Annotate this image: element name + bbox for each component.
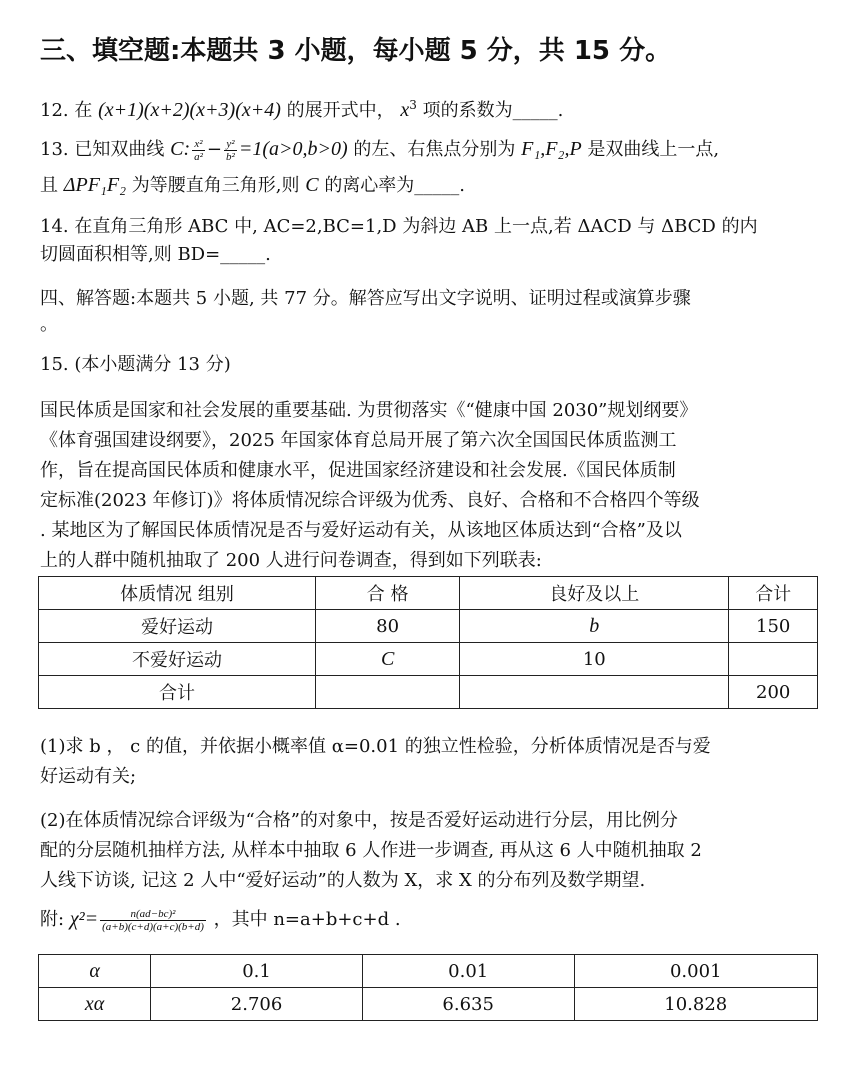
table-header-cell: 良好及以上 xyxy=(460,577,729,610)
table-cell: 10 xyxy=(460,643,729,676)
table-cell: 6.635 xyxy=(362,988,574,1021)
table-cell: 150 xyxy=(729,610,818,643)
table-cell: 200 xyxy=(729,676,818,709)
table-row xyxy=(39,643,818,676)
q15-para-line: 上的人群中随机抽取了 200 人进行问卷调查，得到如下列联表: xyxy=(40,550,542,571)
q13-fraction-x xyxy=(192,138,205,163)
q15-part1-line: 好运动有关; xyxy=(40,766,137,787)
table-cell: xα xyxy=(39,988,151,1021)
q13-foci: F₁,F₂,P xyxy=(521,138,582,160)
q13-curve: C: xyxy=(170,138,191,160)
table-cell: 0.001 xyxy=(574,955,818,988)
q13-triangle: ΔPF₁F₂ xyxy=(63,174,127,196)
table-cell: 合计 xyxy=(39,676,316,709)
table-cell xyxy=(460,676,729,709)
chi-frac-num: n(ad−bc)² xyxy=(100,908,206,921)
q13-line2-post: 的离心率为_____. xyxy=(324,175,466,196)
table-cell: 0.01 xyxy=(362,955,574,988)
table-cell: 爱好运动 xyxy=(39,610,316,643)
contingency-table xyxy=(38,576,818,709)
table-cell: b xyxy=(460,610,729,643)
question-13-line1 xyxy=(40,136,719,163)
q15-part1-line: (1)求 b ， c 的值，并依据小概率值 α=0.01 的独立性检验，分析体质情况是否与爱 xyxy=(40,736,711,757)
section3-title: 三、填空题:本题共 3 小题，每小题 5 分，共 15 分。 xyxy=(40,36,672,66)
question-12 xyxy=(40,92,563,124)
table-cell xyxy=(729,643,818,676)
q13-frac2-num: y² xyxy=(224,138,237,151)
table-cell: 10.828 xyxy=(574,988,818,1021)
table-row xyxy=(39,955,818,988)
q12-number: 12. xyxy=(40,100,69,121)
q12-pre: 在 xyxy=(74,100,93,121)
alpha-table xyxy=(38,954,818,1021)
chi-square-fraction xyxy=(100,908,206,933)
appendix-post: ，其中 n=a+b+c+d . xyxy=(213,909,401,930)
q15-part2-line: 人线下访谈, 记这 2 人中“爱好运动”的人数为 X，求 X 的分布列及数学期望. xyxy=(40,870,646,891)
q13-mid: 的左、右焦点分别为 xyxy=(353,139,516,160)
table-row xyxy=(39,988,818,1021)
table-cell: 不爱好运动 xyxy=(39,643,316,676)
q12-term-exp: 3 xyxy=(409,98,417,112)
q13-line2-mid: 为等腰直角三角形,则 xyxy=(131,175,300,196)
q15-para-line: 国民体质是国家和社会发展的重要基础. 为贯彻落实《“健康中国 2030”规划纲要》 xyxy=(40,400,698,421)
question-14-line2: 切圆面积相等,则 BD=_____. xyxy=(40,244,271,265)
q15-part2-line: (2)在体质情况综合评级为“合格”的对象中，按是否爱好运动进行分层，用比例分 xyxy=(40,810,678,831)
section4-line2: 。 xyxy=(40,314,58,335)
q13-frac2-den: b² xyxy=(226,150,235,163)
table-row xyxy=(39,610,818,643)
q12-term: x xyxy=(400,99,410,121)
chi-frac-den: (a+b)(c+d)(a+c)(b+d) xyxy=(102,920,204,933)
q13-frac1-num: x² xyxy=(192,138,205,151)
appendix-chi: χ²= xyxy=(69,908,99,930)
q12-post: 项的系数为_____. xyxy=(422,100,564,121)
appendix-formula xyxy=(40,906,401,933)
q15-header: 15. (本小题满分 13 分) xyxy=(40,354,231,375)
q13-c: C xyxy=(305,174,319,196)
q15-part2-line: 配的分层随机抽样方法, 从样本中抽取 6 人作进一步调查, 再从这 6 人中随机抽取 2 xyxy=(40,840,702,861)
q13-post: 是双曲线上一点, xyxy=(587,139,720,160)
q15-para-line: 定标准(2023 年修订)》将体质情况综合评级为优秀、良好、合格和不合格四个等级 xyxy=(40,490,700,511)
q15-para-line: 《体育强国建设纲要》，2025 年国家体育总局开展了第六次全国国民体质监测工 xyxy=(40,430,677,451)
q15-para-line: . 某地区为了解国民体质情况是否与爱好运动有关，从该地区体质达到“合格”及以 xyxy=(40,520,682,541)
q12-expression: (x+1)(x+2)(x+3)(x+4) xyxy=(98,99,281,121)
table-cell: C xyxy=(316,643,460,676)
table-header-row xyxy=(39,577,818,610)
q13-pre: 已知双曲线 xyxy=(74,139,165,160)
table-row xyxy=(39,676,818,709)
table-header-cell: 合 格 xyxy=(316,577,460,610)
table-cell xyxy=(316,676,460,709)
q13-number: 13. xyxy=(40,139,69,160)
table-cell: 2.706 xyxy=(151,988,363,1021)
table-cell: 0.1 xyxy=(151,955,363,988)
q13-fraction-y xyxy=(224,138,237,163)
q13-minus: − xyxy=(206,139,223,160)
question-13-line2 xyxy=(40,172,465,199)
question-14-line1: 14. 在直角三角形 ABC 中, AC=2,BC=1,D 为斜边 AB 上一点,若 ΔACD 与 ΔBCD 的内 xyxy=(40,216,758,237)
section4-line1: 四、解答题:本题共 5 小题, 共 77 分。解答应写出文字说明、证明过程或演算步骤 xyxy=(40,288,691,309)
q13-equation: =1(a>0,b>0) xyxy=(238,138,348,160)
table-cell: α xyxy=(39,955,151,988)
q15-para-line: 作，旨在提高国民体质和健康水平，促进国家经济建设和社会发展.《国民体质制 xyxy=(40,460,676,481)
q12-mid: 的展开式中， xyxy=(286,100,395,121)
table-header-cell: 合计 xyxy=(729,577,818,610)
appendix-pre: 附: xyxy=(40,909,65,930)
table-cell: 80 xyxy=(316,610,460,643)
q13-frac1-den: a² xyxy=(194,150,203,163)
table-header-cell: 体质情况 组别 xyxy=(39,577,316,610)
q13-line2-pre: 且 xyxy=(40,175,58,196)
